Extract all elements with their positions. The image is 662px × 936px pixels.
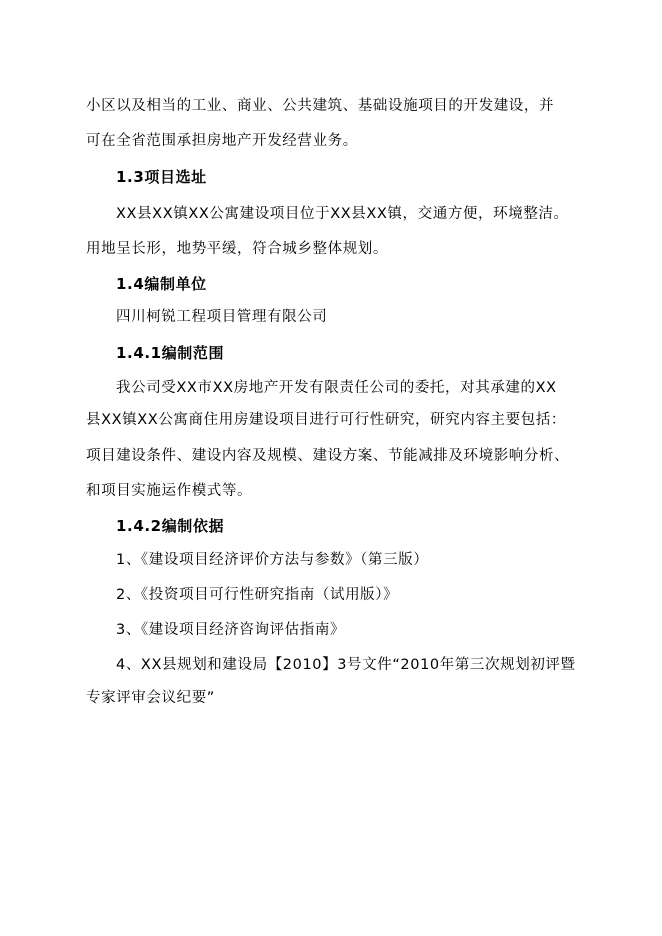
section-heading-1-4-2: 1.4.2编制依据 — [116, 517, 225, 535]
reference-item-4-continued: 专家评审会议纪要” — [86, 690, 215, 706]
paragraph-line: 用地呈长形，地势平缓，符合城乡整体规划。 — [86, 241, 388, 257]
paragraph-line: 和项目实施运作模式等。 — [86, 483, 253, 499]
section-heading-1-4-1: 1.4.1编制范围 — [116, 344, 225, 362]
section-heading-1-4: 1.4编制单位 — [116, 275, 207, 293]
paragraph-line: 县XX镇XX公寓商住用房建设项目进行可行性研究，研究内容主要包括： — [86, 412, 567, 428]
paragraph-line: 我公司受XX市XX房地产开发有限责任公司的委托，对其承建的XX — [116, 380, 557, 396]
reference-item-4: 4、XX县规划和建设局【2010】3号文件“2010年第三次规划初评暨 — [116, 657, 576, 673]
paragraph-line: 可在全省范围承担房地产开发经营业务。 — [86, 133, 358, 149]
paragraph-line: XX县XX镇XX公寓建设项目位于XX县XX镇，交通方便，环境整洁。 — [116, 206, 569, 222]
reference-item-2: 2、《投资项目可行性研究指南（试用版）》 — [116, 587, 399, 603]
paragraph-line: 项目建设条件、建设内容及规模、建设方案、节能减排及环境影响分析、 — [86, 448, 570, 464]
company-name: 四川柯锐工程项目管理有限公司 — [116, 309, 328, 325]
section-heading-1-3: 1.3项目选址 — [116, 168, 207, 186]
reference-item-1: 1、《建设项目经济评价方法与参数》（第三版） — [116, 552, 429, 568]
paragraph-line: 小区以及相当的工业、商业、公共建筑、基础设施项目的开发建设，并 — [86, 98, 555, 114]
reference-item-3: 3、《建设项目经济咨询评估指南》 — [116, 622, 346, 638]
